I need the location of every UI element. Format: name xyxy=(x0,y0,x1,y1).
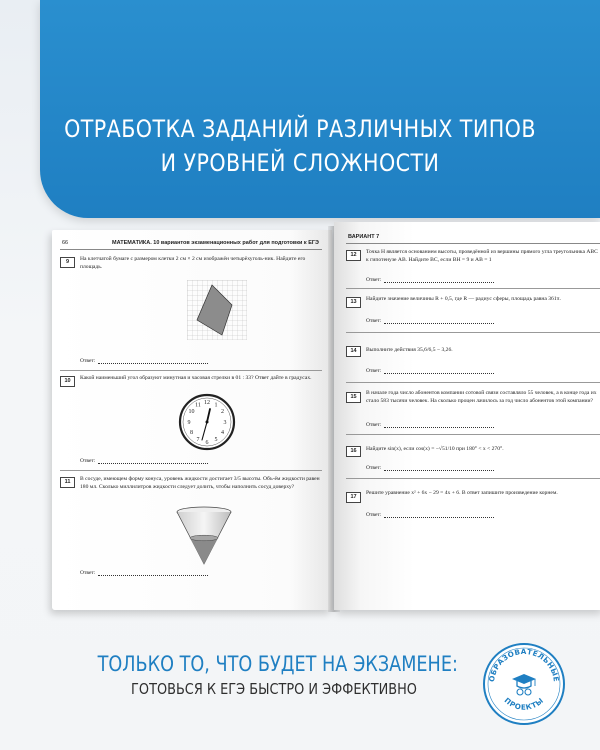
running-head: МАТЕМАТИКА. 10 вариантов экзаменационных работ для подготовки к ЕГЭ xyxy=(112,240,319,246)
publisher-logo xyxy=(480,640,568,728)
task-number: 17 xyxy=(346,492,361,503)
svg-text:10: 10 xyxy=(188,409,195,415)
top-banner xyxy=(40,0,600,218)
task-number: 15 xyxy=(346,392,361,403)
banner-title xyxy=(42,112,558,180)
running-head: ВАРИАНТ 7 xyxy=(348,234,380,240)
answer-line: Ответ: xyxy=(80,570,208,576)
task-text: Найдите sin(x), если cos(x) = −√51/10 при 180° < x < 270°. xyxy=(366,446,504,452)
task-number: 16 xyxy=(346,446,361,457)
svg-text:3: 3 xyxy=(223,420,227,426)
answer-line: Ответ: xyxy=(80,458,208,464)
task-text: В сосуде, имеющем форму конуса, уровень жидкости достигает 3/5 высоты. Объ-ём жидкости равен 180 мл. Сколько миллилитров жидкости следует долить, чтобы наполнить сосуд доверху? xyxy=(80,476,320,490)
svg-text:1: 1 xyxy=(214,402,218,409)
left-page xyxy=(52,230,332,610)
task-number: 11 xyxy=(60,477,75,488)
task-number: 13 xyxy=(346,297,361,308)
task-number: 9 xyxy=(60,257,75,268)
task-number: 14 xyxy=(346,346,361,357)
svg-text:2: 2 xyxy=(221,409,224,415)
task-text: На клетчатой бумаге с размером клетки 2 см × 2 см изображён четырёхуголь-ник. Найдите его площадь. xyxy=(80,256,306,270)
answer-line: Ответ: xyxy=(366,422,494,428)
cone-figure xyxy=(174,506,234,568)
banner-title-line1: ОТРАБОТКА ЗАДАНИЙ РАЗЛИЧНЫХ ТИПОВ xyxy=(64,115,536,143)
grid-quadrilateral-figure xyxy=(187,280,247,340)
tagline-secondary: ГОТОВЬСЯ К ЕГЭ БЫСТРО И ЭФФЕКТИВНО xyxy=(131,680,417,698)
answer-line: Ответ: xyxy=(366,512,494,518)
page-number: 66 xyxy=(62,240,69,246)
svg-text:11: 11 xyxy=(195,402,201,409)
answer-line: Ответ: xyxy=(366,368,494,374)
task-text: Найдите значение величины R + 0,5, где R — радиус сферы, площадь равна 361π. xyxy=(366,296,561,302)
svg-text:9: 9 xyxy=(187,420,191,426)
task-number: 12 xyxy=(346,250,361,261)
open-book xyxy=(52,222,600,614)
answer-line: Ответ: xyxy=(80,358,208,364)
svg-text:6: 6 xyxy=(205,440,209,446)
tagline-primary: ТОЛЬКО ТО, ЧТО БУДЕТ НА ЭКЗАМЕНЕ: xyxy=(97,652,458,676)
task-text: Решите уравнение x² + 6x − 29 = 4x + 6. В ответ запишите произведение корнем. xyxy=(366,490,558,496)
svg-text:7: 7 xyxy=(196,437,200,443)
clock-icon xyxy=(177,392,237,452)
task-text: Какой наименьший угол образуют минутная и часовая стрелки в 01 : 33? Ответ дайте в градусах. xyxy=(80,375,312,381)
svg-text:5: 5 xyxy=(214,437,218,443)
task-text: Выполните действия 35,6/6,5 − 3,26. xyxy=(366,347,453,353)
answer-line: Ответ: xyxy=(366,318,494,324)
task-text: В начале года число абонентов компании сотовой связи составляло 55 человек, а в конце года их стало 583 тысячи человек. На сколько процен лачилось за год число абонентов этой компании? xyxy=(366,390,597,404)
svg-text:4: 4 xyxy=(221,430,224,436)
right-page xyxy=(334,222,600,610)
svg-text:ОБРАЗОВАТЕЛЬНЫЕ: ОБРАЗОВАТЕЛЬНЫЕ xyxy=(486,646,561,683)
svg-text:8: 8 xyxy=(190,430,193,436)
svg-text:12: 12 xyxy=(204,400,210,406)
banner-title-line2: И УРОВНЕЙ СЛОЖНОСТИ xyxy=(160,149,440,177)
answer-line: Ответ: xyxy=(366,277,494,283)
answer-line: Ответ: xyxy=(366,465,494,471)
svg-text:ПРОЕКТЫ: ПРОЕКТЫ xyxy=(502,695,546,712)
task-text: Точка H является основанием высоты, проведённой из вершины прямого угла треугольника ABC к гипотенузе AB. Найдите BC, если BH = 9 и AB = 1 xyxy=(366,249,598,263)
task-number: 10 xyxy=(60,376,75,387)
